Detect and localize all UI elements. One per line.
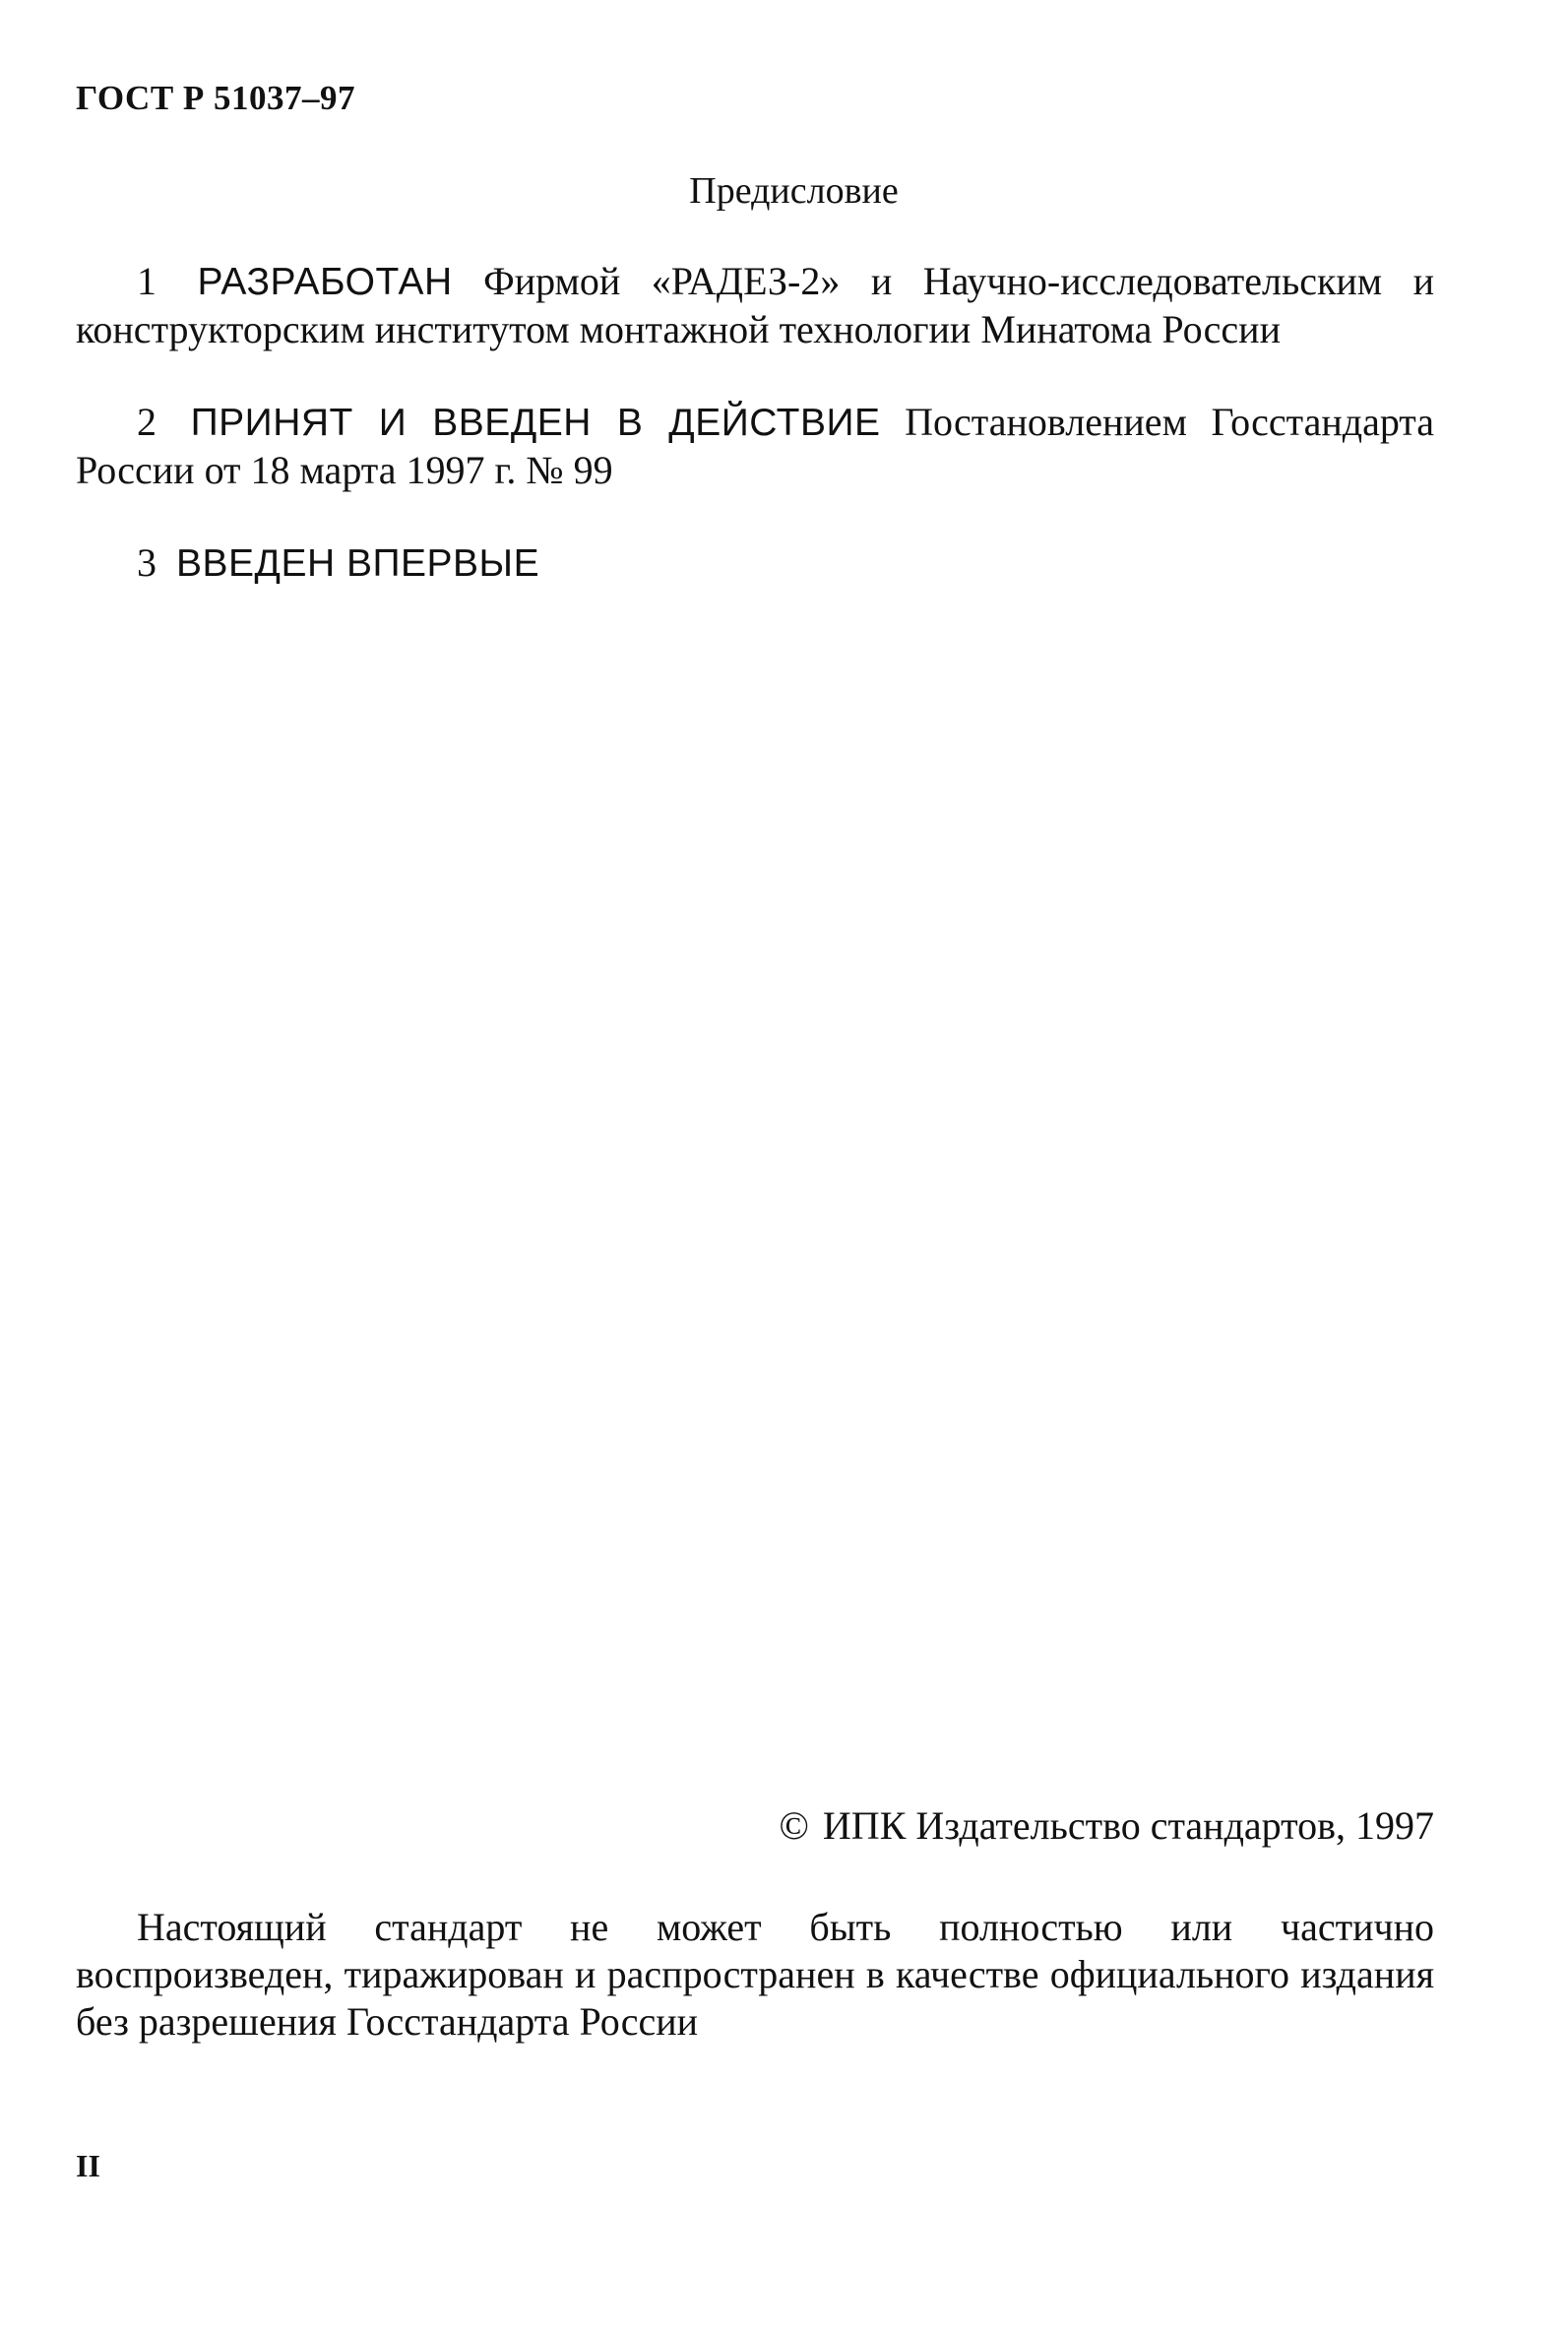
page-number: II xyxy=(76,2148,100,2183)
copyright-text: ИПК Издательство стандартов, 1997 xyxy=(822,1803,1434,1848)
reproduction-notice: Настоящий стандарт не может быть полностью или частично воспроизведен, тиражирован и распространен в качестве официального издания без разрешения Госстандарта России xyxy=(76,1905,1434,2044)
item-text: Постановлением Госстандарта России от 18 марта 1997 г. № 99 xyxy=(76,400,1435,492)
foreword-item-3 xyxy=(76,539,1434,588)
foreword-item-1 xyxy=(76,258,1434,353)
foreword-heading: Предисловие xyxy=(689,170,899,212)
item-lead: РАЗРАБОТАН xyxy=(197,261,453,303)
foreword-item-2 xyxy=(76,399,1434,494)
copyright-line xyxy=(780,1802,1434,1849)
foreword-items xyxy=(76,258,1434,633)
item-lead: ПРИНЯТ И ВВЕДЕН В ДЕЙСТВИЕ xyxy=(190,402,881,444)
item-text: Фирмой «РАДЕЗ-2» и Научно-исследовательским и конструкторским институтом монтажной технологии Минатома России xyxy=(76,259,1434,351)
item-lead: ВВЕДЕН ВПЕРВЫЕ xyxy=(176,542,540,585)
standard-code: ГОСТ Р 51037–97 xyxy=(76,79,356,117)
item-number: 3 xyxy=(137,540,157,585)
copyright-icon: © xyxy=(779,1803,809,1848)
item-number: 1 xyxy=(137,259,157,303)
item-number: 2 xyxy=(137,400,157,444)
